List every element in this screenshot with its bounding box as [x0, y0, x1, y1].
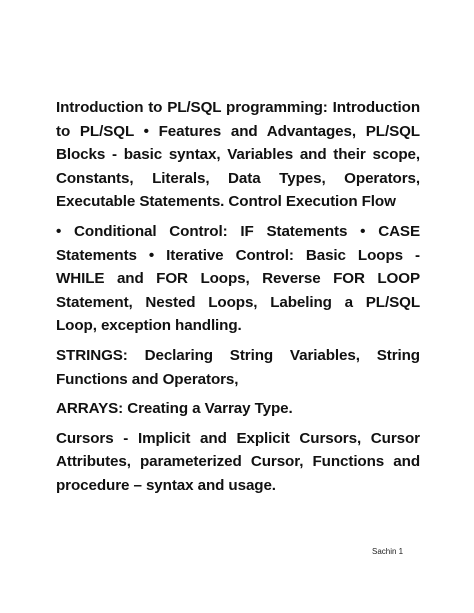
paragraph-intro: Introduction to PL/SQL programming: Introduction to PL/SQL • Features and Advantages, PL/SQL Blocks - basic syntax, Variables and their scope, Constants, Literals, Data Types, Operators, Executable Statements. Control Execution Flow — [56, 99, 420, 211]
document-body — [56, 96, 420, 498]
paragraph-arrays: ARRAYS: Creating a Varray Type. — [56, 400, 293, 418]
paragraph-strings: STRINGS: Declaring String Variables, String Functions and Operators, — [56, 346, 420, 388]
page-footer: Sachin 1 — [372, 547, 404, 556]
paragraph-cursors: Cursors - Implicit and Explicit Cursors, Cursor Attributes, parameterized Cursor, Functions and procedure – syntax and usage. — [56, 429, 420, 494]
paragraph-control-flow: • Conditional Control: IF Statements • CASE Statements • Iterative Control: Basic Loops - WHILE and FOR Loops, Reverse FOR LOOP Statement, Nested Loops, Labeling a PL/SQL Loop, exception handling. — [56, 222, 420, 335]
